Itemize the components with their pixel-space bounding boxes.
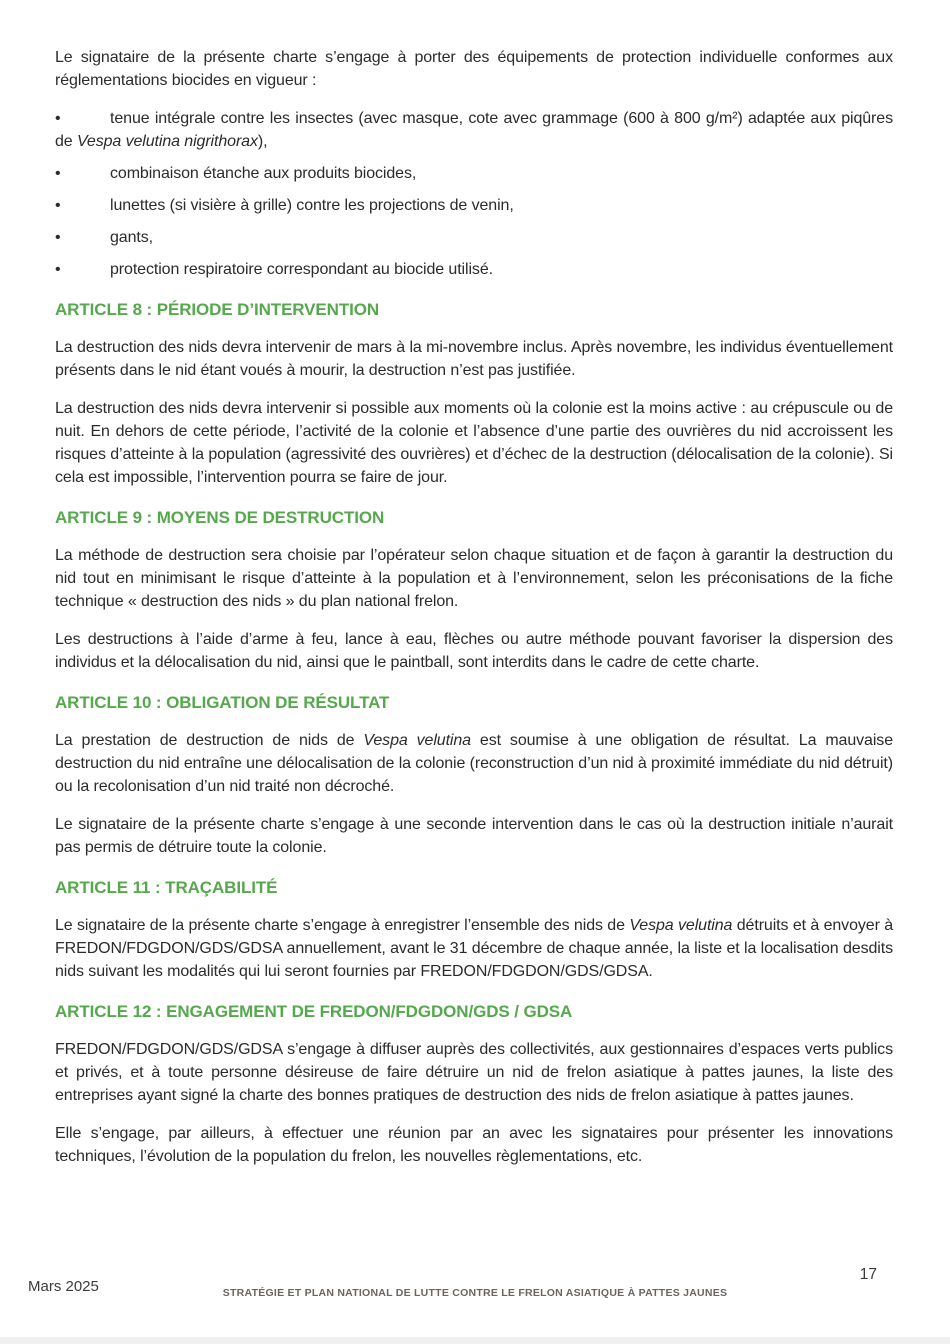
- page-bottom-edge: [0, 1337, 950, 1344]
- article-9-heading: ARTICLE 9 : MOYENS DE DESTRUCTION: [55, 508, 385, 527]
- footer-date: Mars 2025: [28, 1278, 99, 1295]
- paragraph: [55, 544, 893, 613]
- document-content: [55, 46, 893, 1183]
- intro-paragraph: [55, 46, 893, 92]
- bullet-marker: •: [55, 229, 61, 246]
- article-12-heading: ARTICLE 12 : ENGAGEMENT DE FREDON/FDGDON/GDS / GDSA: [55, 1002, 573, 1021]
- species-name: Vespa velutina nigrithorax: [76, 133, 258, 150]
- paragraph: [55, 1122, 893, 1168]
- text-run: La destruction des nids devra intervenir de mars à la mi-novembre inclus. Après novembre, les individus éventuellement présents dans le nid étant voués à mourir, la destruction n’est pas justifiée.: [55, 339, 893, 379]
- footer-running-title: STRATÉGIE ET PLAN NATIONAL DE LUTTE CONTRE LE FRELON ASIATIQUE À PATTES JAUNES: [222, 1287, 728, 1299]
- text-run: tenue intégrale contre les insectes (avec masque, cote avec grammage (600 à 800 g/m²) adaptée aux piqûres de: [55, 110, 893, 150]
- paragraph: [55, 336, 893, 382]
- bullet-marker: •: [55, 197, 61, 214]
- species-name: Vespa velutina: [629, 917, 733, 934]
- article-12-section: [55, 1001, 893, 1168]
- text-run: La prestation de destruction de nids de: [55, 732, 364, 749]
- species-name: Vespa velutina: [363, 732, 471, 749]
- paragraph: [55, 729, 893, 798]
- text-run: détruits et à envoyer à FREDON/FDGDON/GDS/GDSA annuellement, avant le 31 décembre de chaque année, la liste et la localisation desdits nids suivant les modalités qui lui seront fournies par FREDON/FDGDON/GDS/GDSA.: [55, 917, 894, 980]
- paragraph: [55, 1038, 893, 1107]
- bullet-item: [55, 107, 893, 153]
- article-11-heading: ARTICLE 11 : TRAÇABILITÉ: [55, 878, 278, 897]
- bullet-marker: •: [55, 261, 61, 278]
- paragraph: [55, 628, 893, 674]
- text-run: gants,: [110, 229, 153, 246]
- text-run: est soumise à une obligation de résultat. La mauvaise destruction du nid entraîne une délocalisation de la colonie (reconstruction d’un nid à proximité immédiate du nid détruit) ou la recolonisation d’un nid traité non décroché.: [55, 732, 894, 795]
- text-run: Elle s’engage, par ailleurs, à effectuer une réunion par an avec les signataires pour présenter les innovations techniques, l’évolution de la population du frelon, les nouvelles règlementations, etc.: [55, 1125, 893, 1165]
- article-8-heading: ARTICLE 8 : PÉRIODE D’INTERVENTION: [55, 300, 380, 319]
- bullet-item: [55, 194, 893, 217]
- text-run: combinaison étanche aux produits biocides,: [110, 165, 417, 182]
- bullet-item: [55, 226, 893, 249]
- text-run: La destruction des nids devra intervenir si possible aux moments où la colonie est la moins active : au crépuscule ou de nuit. En dehors de cette période, l’activité de la colonie et l’absence d’une partie des ouvrières du nid accroissent les risques d’atteinte à la population (agressivité des ouvrières) et d’échec de la destruction (délocalisation de la colonie). Si cela est impossible, l’intervention pourra se faire de jour.: [55, 400, 893, 486]
- page-number: 17: [859, 1266, 877, 1283]
- text-run: Le signataire de la présente charte s’engage à porter des équipements de protection individuelle conformes aux réglementations biocides en vigueur :: [55, 49, 893, 89]
- text-run: ),: [257, 133, 268, 150]
- paragraph: [55, 397, 893, 489]
- article-10-heading: ARTICLE 10 : OBLIGATION DE RÉSULTAT: [55, 693, 390, 712]
- article-10-section: [55, 692, 893, 859]
- text-run: protection respiratoire correspondant au biocide utilisé.: [110, 261, 493, 278]
- article-11-section: [55, 877, 893, 983]
- bullet-item: [55, 162, 893, 185]
- bullet-item: [55, 258, 893, 281]
- paragraph: [55, 914, 893, 983]
- bullet-marker: •: [55, 110, 61, 127]
- text-run: Le signataire de la présente charte s’engage à une seconde intervention dans le cas où la destruction initiale n’aurait pas permis de détruire toute la colonie.: [55, 816, 893, 856]
- text-run: FREDON/FDGDON/GDS/GDSA s’engage à diffuser auprès des collectivités, aux gestionnaires d’espaces verts publics et privés, et à toute personne désireuse de faire détruire un nid de frelon asiatique à pattes jaunes, la liste des entreprises ayant signé la charte des bonnes pratiques de destruction des nids de frelon asiatique à pattes jaunes.: [55, 1041, 893, 1104]
- article-9-section: [55, 507, 893, 674]
- text-run: Les destructions à l’aide d’arme à feu, lance à eau, flèches ou autre méthode pouvant favoriser la dispersion des individus et la délocalisation du nid, ainsi que le paintball, sont interdits dans le cadre de cette charte.: [55, 631, 893, 671]
- text-run: lunettes (si visière à grille) contre les projections de venin,: [110, 197, 514, 214]
- article-8-section: [55, 299, 893, 489]
- bullet-marker: •: [55, 165, 61, 182]
- text-run: La méthode de destruction sera choisie par l’opérateur selon chaque situation et de façon à garantir la destruction du nid tout en minimisant le risque d’atteinte à la population et à l’environnement, selon les préconisations de la fiche technique « destruction des nids » du plan national frelon.: [55, 547, 893, 610]
- text-run: Le signataire de la présente charte s’engage à enregistrer l’ensemble des nids de: [55, 917, 630, 934]
- paragraph: [55, 813, 893, 859]
